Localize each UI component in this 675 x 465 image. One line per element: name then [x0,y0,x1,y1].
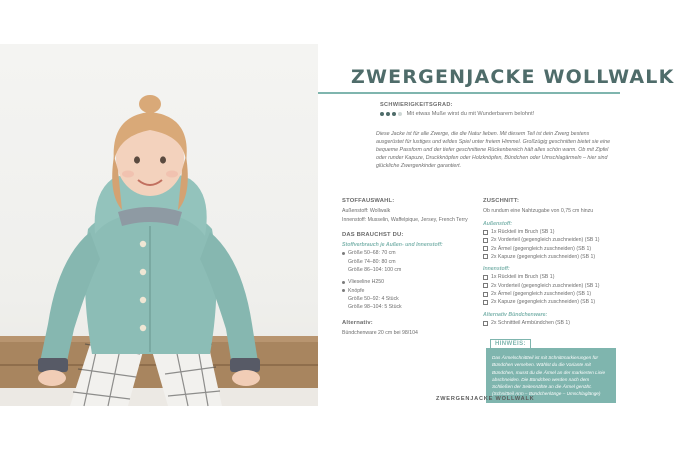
materials-column [342,197,480,337]
jacket-button [140,269,146,275]
title-rule [318,92,620,94]
cut-item[interactable]: 2x Kapuze (gegengleich zuschneiden) (SB 1) [483,253,615,261]
checkbox[interactable] [483,254,488,259]
checkbox[interactable] [483,246,488,251]
alt-heading: Alternativ: [342,319,373,326]
difficulty-dots [380,112,402,116]
cut-item[interactable]: 2x Schnittteil Armbündchen (SB 1) [483,319,615,327]
difficulty-dot-filled [392,112,396,116]
cuff-label: Alternativ Bündchenware: [483,311,548,318]
jacket-button [140,325,146,331]
needs-heading: DAS BRAUCHST DU: [342,231,404,238]
checkbox[interactable] [483,283,488,288]
difficulty-text: Mit etwas Muße wirst du mit Wunderbarem belohnt! [406,111,535,117]
cut-item[interactable]: 2x Ärmel (gegengleich zuschneiden) (SB 1) [483,245,615,253]
cut-item[interactable]: 2x Vorderteil (gegengleich zuschneiden) (SB 1) [483,282,615,290]
consumption-label: Stoffverbrauch je Außen- und Innenstoff: [342,242,443,249]
cuff-cut-list [483,319,615,327]
buttons-item: Knöpfe [342,287,480,295]
difficulty-label: SCHWIERIGKEITSGRAD: [380,102,453,108]
jacket-button [140,297,146,303]
fabric-outer: Außenstoff: Wollwalk [342,208,391,215]
alt-text: Bündchenware 20 cm bei 98/104 [342,329,418,336]
right-hand [232,370,260,386]
checkbox[interactable] [483,321,488,326]
cutting-heading: ZUSCHNITT: [483,198,520,204]
cut-item[interactable]: 1x Rückteil im Bruch (SB 1) [483,228,615,236]
hair-bun [139,95,161,113]
child-photo [0,44,318,406]
fabric-inner: Innenstoff: Musselin, Waffelpique, Jersey, French Terry [342,216,468,223]
hint-label: HINWEIS: [490,339,531,349]
fabric-heading: STOFFAUSWAHL: [342,198,395,204]
inner-label: Innenstoff: [483,266,510,273]
checkbox[interactable] [483,230,488,235]
hint-text: Das Ärmelschnittteil ist mit Schnittmarkierungen für Bündchen versehen. Wählst du die Variante mit Bündchen, musst du die Ärmel an der markierten Linie abschneiden. Die Bündchen werden nach dem Schließen der Seitennähte an die Ärmel genäht. (Schnittteil Arm – Bündchenlänge – Umschlaglänge) [486,348,616,403]
checkbox[interactable] [483,238,488,243]
checkbox[interactable] [483,275,488,280]
floor [0,388,318,406]
cut-item[interactable]: 2x Ärmel (gegengleich zuschneiden) (SB 1) [483,290,615,298]
checkbox[interactable] [483,292,488,297]
cut-item[interactable]: 2x Kapuze (gegengleich zuschneiden) (SB 1) [483,298,615,306]
left-hand [38,370,66,386]
difficulty-dot-empty [398,112,402,116]
button-count: Größe 50–92: 4 Stück [348,296,399,303]
vlies-item: Vlieseline H250 [342,278,480,286]
child-in-jacket-illustration [0,44,318,406]
outer-label: Außenstoff: [483,220,513,227]
difficulty-dot-filled [386,112,390,116]
size-item: Größe 50–68: 70 cm [342,249,480,257]
outer-cut-list [483,228,615,261]
seam-allowance: Ob rundum eine Nahtzugabe von 0,75 cm hinzu [483,208,594,215]
checkbox[interactable] [483,300,488,305]
difficulty-block [380,102,620,117]
notions-list [342,278,480,295]
page-footer: ZWERGENJACKE WOLLWALK [436,396,535,402]
hint-box [486,332,616,403]
right-cheek [166,171,178,178]
button-count: Größe 98–104: 5 Stück [348,304,402,311]
cut-item[interactable]: 2x Vorderteil (gegengleich zuschneiden) (SB 1) [483,236,615,244]
size-list [342,249,480,257]
left-eye [134,156,140,163]
inner-cut-list [483,273,615,306]
difficulty-line [380,111,620,117]
right-cuff [230,358,260,372]
left-cuff [38,358,68,372]
size-item: Größe 74–80: 80 cm [348,258,396,265]
pattern-page [318,44,675,406]
left-cheek [122,171,134,178]
difficulty-dot-filled [380,112,384,116]
cutting-column [483,197,615,327]
jacket-button [140,241,146,247]
size-item: Größe 86–104: 100 cm [348,267,402,274]
cut-item[interactable]: 1x Rückteil im Bruch (SB 1) [483,273,615,281]
page-title: ZWERGENJACKE WOLLWALK [351,66,675,88]
right-eye [160,156,166,163]
intro-text: Diese Jacke ist für alle Zwerge, die die Natur lieben. Mit diesem Teil ist dein Zwerg bestens ausgerüstet für lustiges und wildes Spiel unter freiem Himmel. Großzügig geschnitten bietet sie eine bequeme Passform und der tiefer geschnittene Rückenbereich hält alles schön warm. Ob mit Zipfel oder runder Kapuze, Druckknöpfen oder Holzknöpfen, Bündchen oder Umschlagärmeln – hier sind glückliche Zwergenkinder garantiert. [376,131,611,170]
